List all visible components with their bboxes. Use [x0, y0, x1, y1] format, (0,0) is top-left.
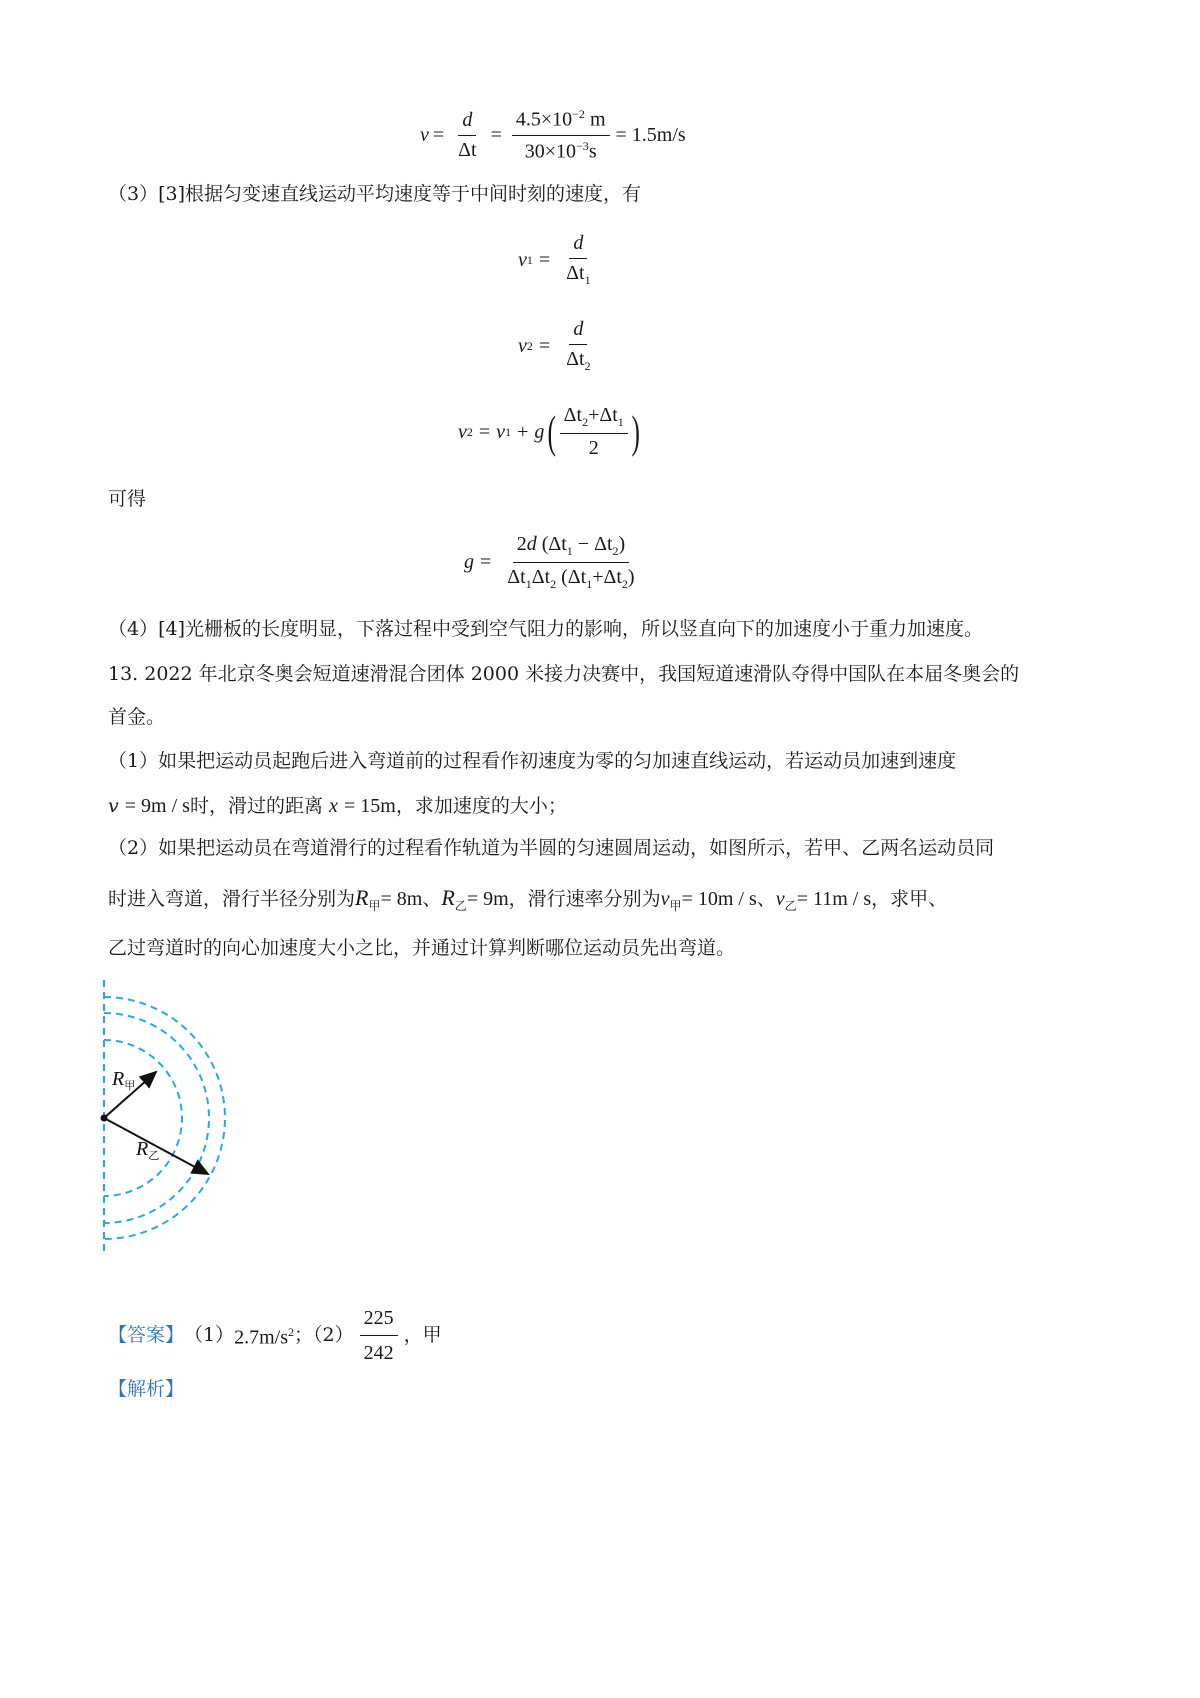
equation-v1: v 1 = $\frac{d}{\Delta t_1}$ [518, 232, 591, 287]
answer-tag: 【答案】 [108, 1324, 185, 1346]
q13-line2: 首金。 [108, 706, 166, 728]
q13-part2-line1: （2）如果把运动员在弯道滑行的过程看作轨道为半圆的匀速圆周运动，如图所示，若甲、乙两名运动员同 [108, 837, 995, 859]
radius-yi-arrow [104, 1118, 208, 1174]
track-diagram [80, 975, 260, 1265]
q13-part2-line3: 乙过弯道时的向心加速度大小之比，并通过计算判断哪位运动员先出弯道。 [108, 937, 736, 959]
therefore-text: 可得 [108, 488, 147, 510]
middle-track-arc [104, 1013, 209, 1223]
inner-track-arc [104, 1040, 182, 1196]
label-r-jia: $R_甲$ [112, 1068, 136, 1092]
part4-text: （4）[4]光栅板的长度明显，下落过程中受到空气阻力的影响，所以竖直向下的加速度小于重力加速度。 [108, 618, 984, 640]
q13-part2-line2: 时进入弯道，滑行半径分别为$R_甲= 8m$、$R_乙= 9m$，滑行速率分别为$v_甲= 10m / s$、$v_乙= 11m / s$，求甲、 [108, 885, 948, 913]
answer-line: 【答案】 （1） $2.7m/s^2$ ；（2） $\frac{225}{242}$ ，甲 [108, 1310, 442, 1360]
track-figure [80, 975, 260, 1265]
q13-part1-line1: （1）如果把运动员起跑后进入弯道前的过程看作初速度为零的匀加速直线运动，若运动员加速到速度 [108, 750, 957, 772]
equation-g: g = $\frac{2d (\Delta t_1 - \Delta t_2)}{\Delta t_1\Delta t_2 (\Delta t_1+\Delta t_2)}$ [464, 533, 635, 591]
label-r-yi: $R_乙$ [136, 1138, 160, 1162]
q13-line1: 13. 2022 年北京冬奥会短道速滑混合团体 2000 米接力决赛中，我国短道速滑队夺得中国队在本届冬奥会的 [108, 663, 1020, 685]
velocity-result: = 1.5m/s [615, 123, 686, 146]
equation-v2-kinematic: v 2 = v 1 + g ( $\frac{\Delta t_2+\Delta t_1}{2}$ ) [458, 404, 640, 459]
part3-text: （3）[3]根据匀变速直线运动平均速度等于中间时刻的速度，有 [108, 183, 642, 205]
q13-part1-line2: v = 9m / s时，滑过的距离 x = 15m，求加速度的大小； [108, 795, 567, 817]
equation-v2: v 2 = $\frac{d}{\Delta t_2}$ [518, 318, 591, 373]
analysis-tag: 【解析】 [108, 1378, 185, 1400]
equation-velocity: v = $\frac{d}{\Delta t}$ = $\frac{4.5\times 10^{-2} m}{30\times 10^{-3}s}$ = 1.5m/s [420, 107, 686, 163]
